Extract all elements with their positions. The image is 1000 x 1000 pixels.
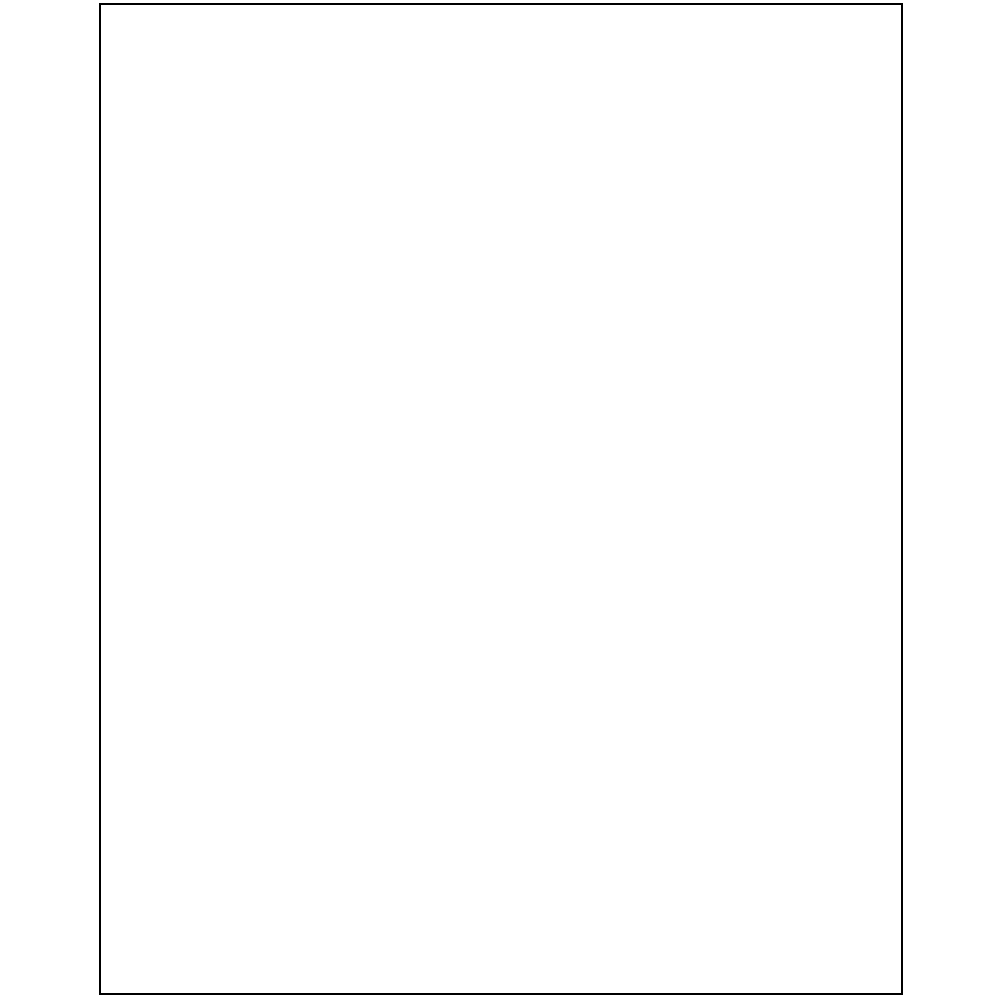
annotation-maximum-trip-time	[322, 239, 404, 241]
